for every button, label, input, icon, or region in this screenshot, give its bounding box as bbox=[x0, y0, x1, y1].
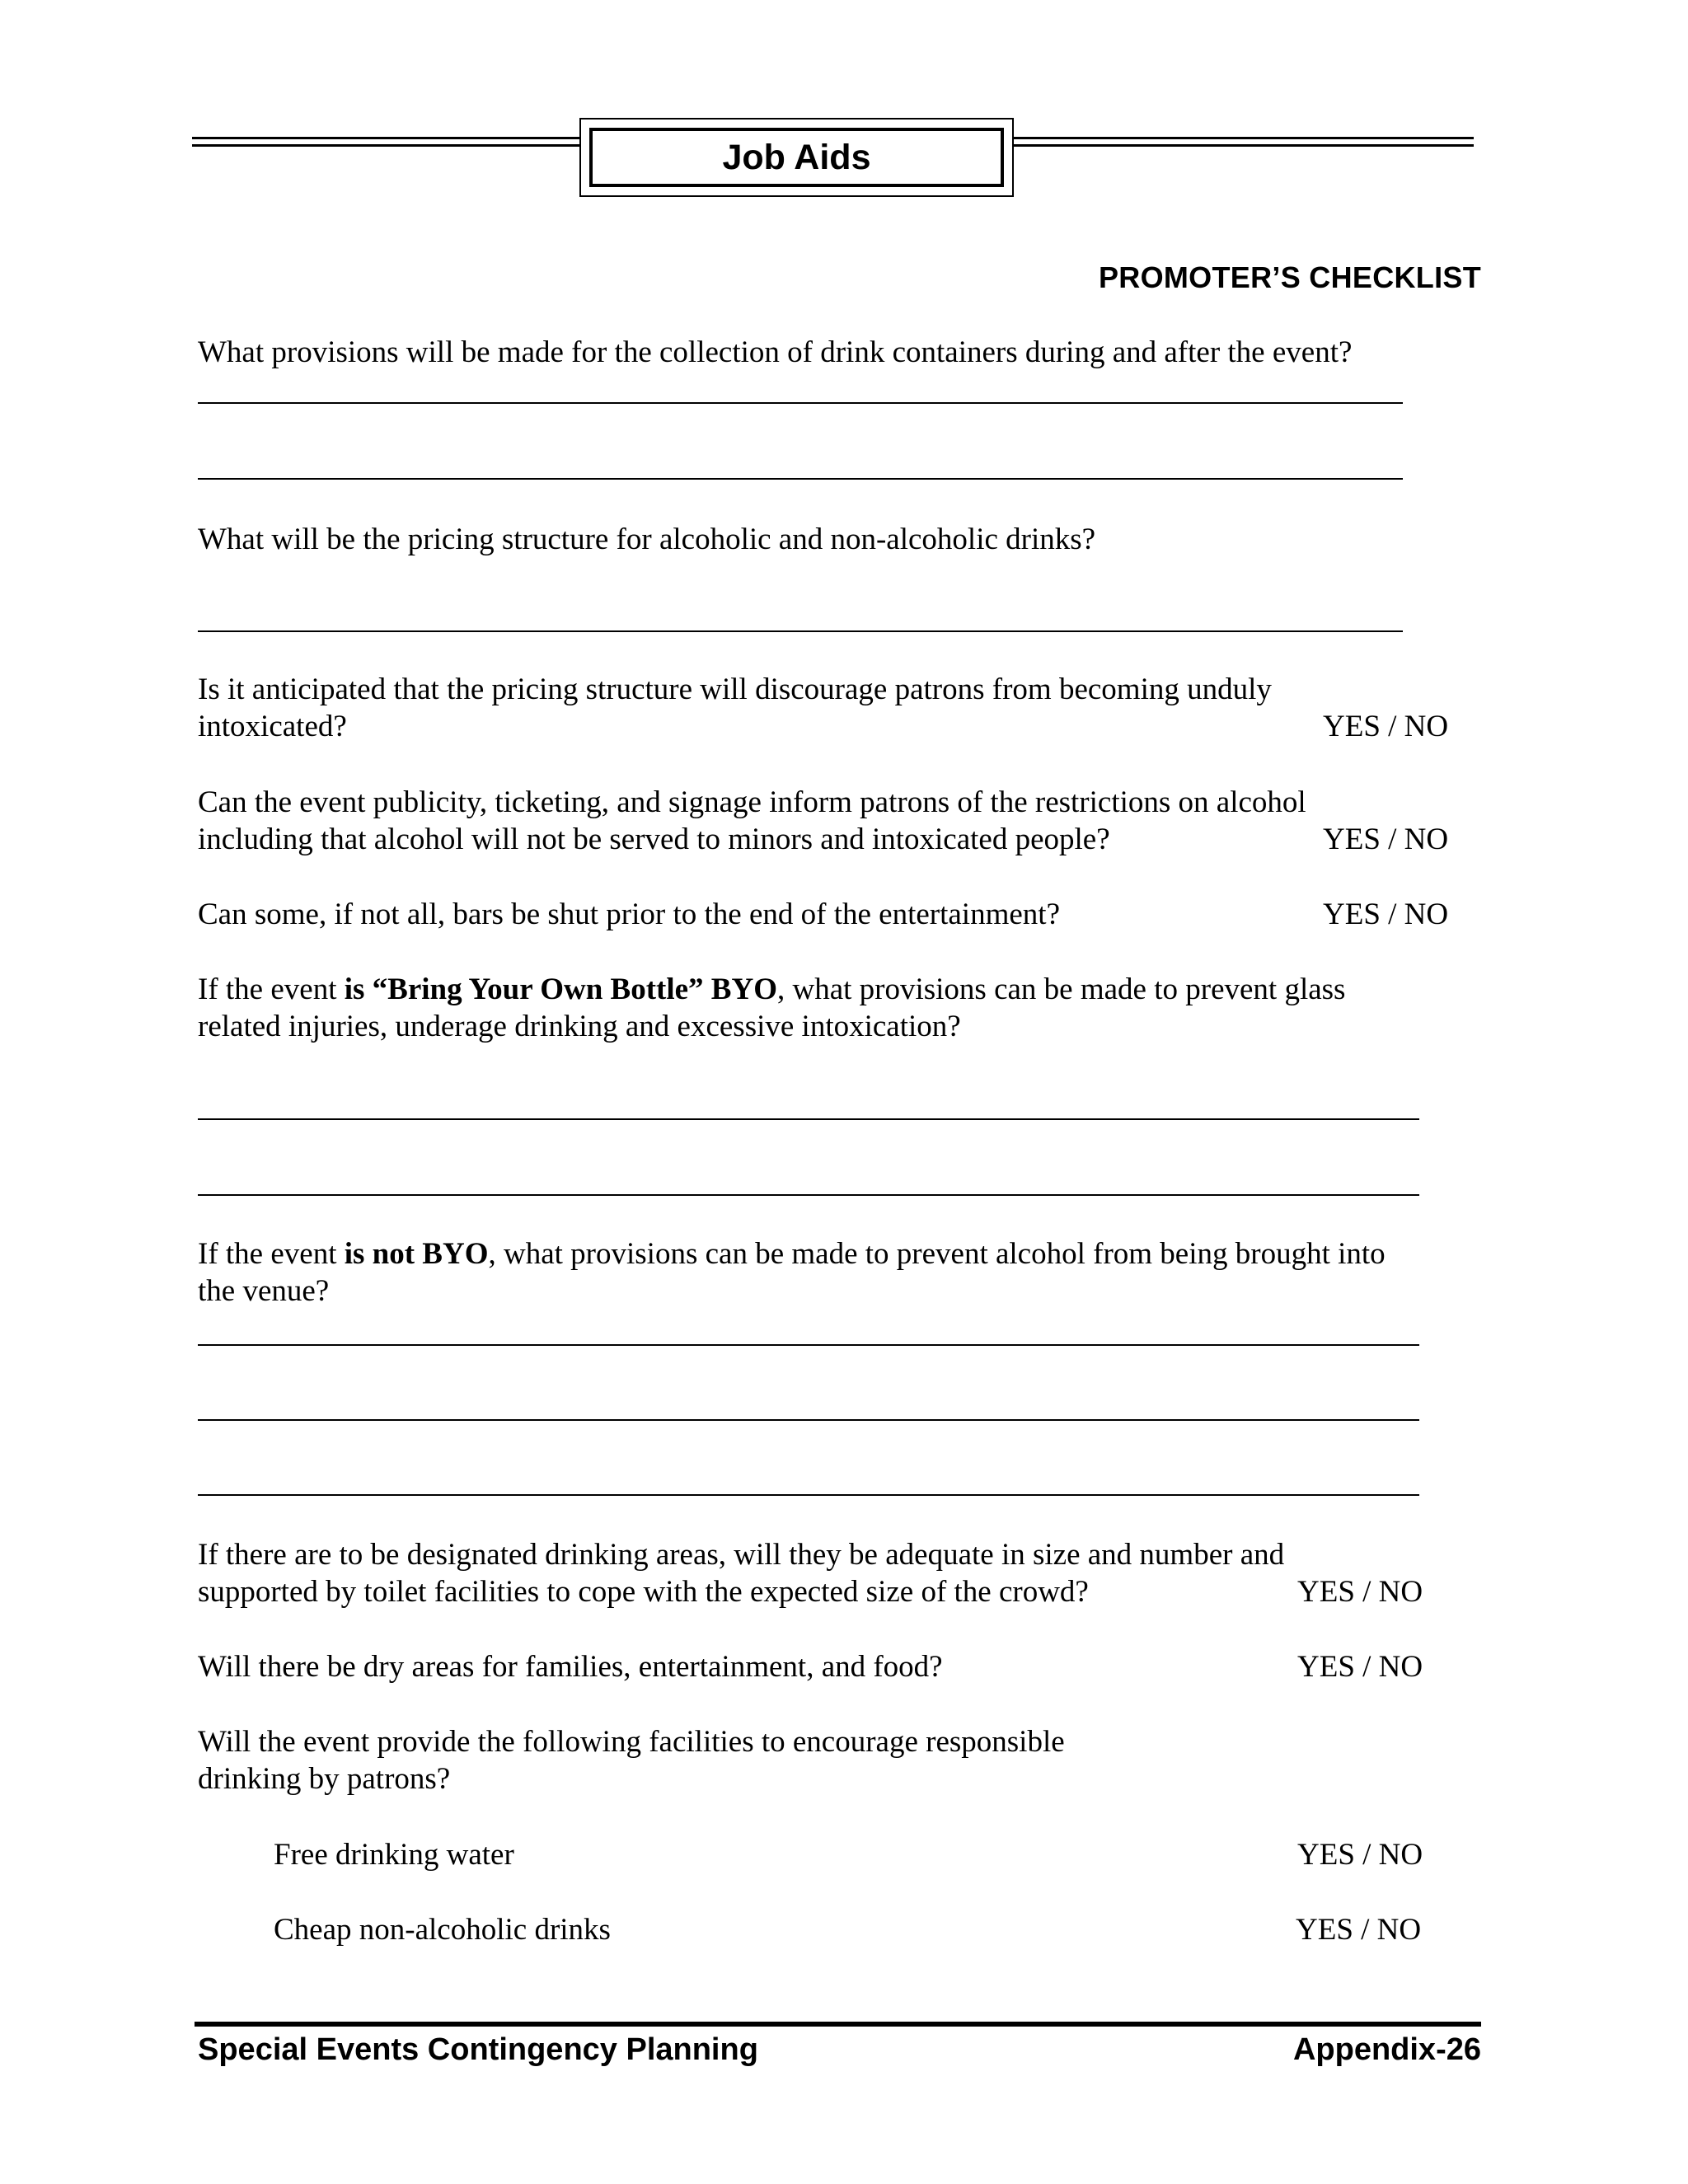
header-box bbox=[579, 118, 1014, 197]
question-publicity-line1: Can the event publicity, ticketing, and signage inform patrons of the restrictions on alcohol bbox=[198, 785, 1306, 819]
answer-line[interactable] bbox=[198, 1344, 1419, 1346]
answer-line[interactable] bbox=[198, 1494, 1419, 1496]
question-byo-line1 bbox=[198, 971, 1345, 1008]
question-not-byo-bold: is not BYO bbox=[344, 1237, 489, 1271]
question-bars-shut: Can some, if not all, bars be shut prior to the end of the entertainment? bbox=[198, 898, 1060, 931]
header-rule-left bbox=[192, 137, 581, 147]
question-facilities-line2: drinking by patrons? bbox=[198, 1762, 451, 1796]
answer-line[interactable] bbox=[198, 402, 1403, 404]
question-not-byo-post: , what provisions can be made to prevent alcohol from being brought into bbox=[488, 1237, 1386, 1271]
item-free-water: Free drinking water bbox=[274, 1838, 514, 1872]
yes-no-answer[interactable]: YES / NO bbox=[1296, 1913, 1422, 1947]
question-drinking-areas-line2: supported by toilet facilities to cope with the expected size of the crowd? bbox=[198, 1575, 1089, 1609]
footer-page-number: Appendix-26 bbox=[1292, 2032, 1481, 2067]
checklist-title: PROMOTER’S CHECKLIST bbox=[1098, 260, 1481, 294]
answer-line[interactable] bbox=[198, 478, 1403, 480]
question-drinking-areas-line1: If there are to be designated drinking areas, will they be adequate in size and number and bbox=[198, 1538, 1285, 1572]
question-dry-areas: Will there be dry areas for families, entertainment, and food? bbox=[198, 1650, 943, 1684]
question-not-byo-line2: the venue? bbox=[198, 1274, 330, 1308]
question-byo-pre: If the event bbox=[198, 972, 345, 1006]
yes-no-answer[interactable]: YES / NO bbox=[1297, 1575, 1423, 1609]
yes-no-answer[interactable]: YES / NO bbox=[1323, 898, 1449, 931]
item-cheap-drinks: Cheap non-alcoholic drinks bbox=[274, 1913, 611, 1947]
answer-line[interactable] bbox=[198, 630, 1403, 632]
header-rule-right bbox=[1012, 137, 1474, 147]
question-drink-containers: What provisions will be made for the collection of drink containers during and after the event? bbox=[198, 335, 1353, 369]
question-pricing-discourage-line2: intoxicated? bbox=[198, 710, 347, 743]
question-byo-bold: is “Bring Your Own Bottle” BYO bbox=[344, 972, 777, 1006]
question-not-byo-line1 bbox=[198, 1235, 1386, 1272]
yes-no-answer[interactable]: YES / NO bbox=[1297, 1838, 1423, 1872]
footer-rule bbox=[195, 2022, 1481, 2027]
question-publicity-line2: including that alcohol will not be served to minors and intoxicated people? bbox=[198, 823, 1110, 856]
question-facilities-line1: Will the event provide the following facilities to encourage responsible bbox=[198, 1725, 1065, 1759]
question-byo-line2: related injuries, underage drinking and excessive intoxication? bbox=[198, 1010, 961, 1043]
answer-line[interactable] bbox=[198, 1118, 1419, 1120]
question-pricing-structure: What will be the pricing structure for alcoholic and non-alcoholic drinks? bbox=[198, 523, 1096, 556]
question-byo-post: , what provisions can be made to prevent glass bbox=[776, 972, 1346, 1006]
answer-line[interactable] bbox=[198, 1194, 1419, 1196]
yes-no-answer[interactable]: YES / NO bbox=[1323, 710, 1449, 743]
yes-no-answer[interactable]: YES / NO bbox=[1323, 823, 1449, 856]
yes-no-answer[interactable]: YES / NO bbox=[1297, 1650, 1423, 1684]
header-title: Job Aids bbox=[722, 137, 871, 177]
answer-line[interactable] bbox=[198, 1419, 1419, 1421]
question-pricing-discourage-line1: Is it anticipated that the pricing structure will discourage patrons from becoming unduly bbox=[198, 673, 1272, 706]
question-not-byo-pre: If the event bbox=[198, 1237, 345, 1271]
footer-document-title: Special Events Contingency Planning bbox=[198, 2032, 758, 2067]
